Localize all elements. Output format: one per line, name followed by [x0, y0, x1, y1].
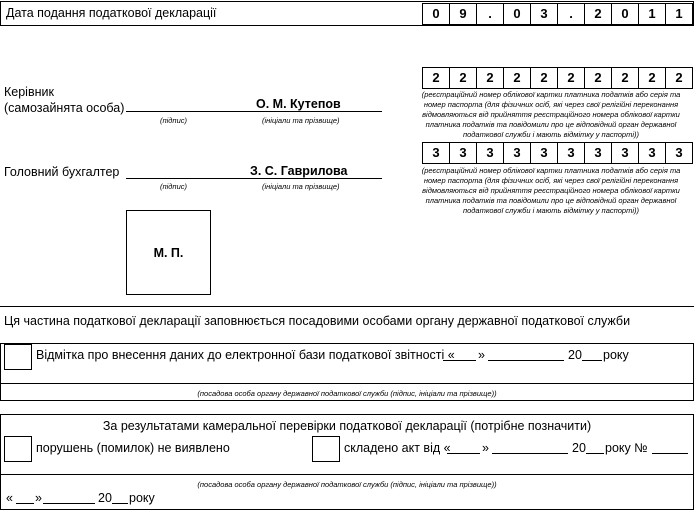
director-label	[4, 84, 124, 116]
act-year-blank[interactable]	[586, 453, 604, 454]
accountant-id-digit-cell[interactable]: 3	[584, 142, 612, 164]
audit-date-close: »	[35, 491, 42, 505]
electronic-mark-year-blank[interactable]	[582, 360, 602, 361]
director-id-digit-cell[interactable]: 2	[449, 67, 477, 89]
act-day-blank[interactable]	[447, 453, 480, 454]
director-id-digit-cell[interactable]: 2	[611, 67, 639, 89]
electronic-mark-checkbox[interactable]	[4, 344, 32, 370]
audit-date-month-blank[interactable]	[43, 503, 95, 504]
date-digit-cell[interactable]: 9	[449, 3, 477, 25]
electronic-mark-day-blank[interactable]	[443, 360, 476, 361]
act-prefix: складено акт від «	[344, 441, 451, 455]
submission-date-label: Дата подання податкової декларації	[6, 6, 217, 20]
accountant-id-digit-cell[interactable]: 3	[557, 142, 585, 164]
director-id-digit-cell[interactable]: 2	[530, 67, 558, 89]
date-digit-cell[interactable]: .	[476, 3, 504, 25]
act-number-blank[interactable]	[652, 453, 688, 454]
director-id-digit-cell[interactable]: 2	[557, 67, 585, 89]
no-violations-label: порушень (помилок) не виявлено	[36, 441, 230, 455]
act-q-close: »	[482, 441, 489, 455]
accountant-id-digit-cell[interactable]: 3	[422, 142, 450, 164]
director-id-digits[interactable]	[423, 67, 693, 89]
date-digit-cell[interactable]: 1	[665, 3, 693, 25]
audit-date-open: «	[6, 491, 13, 505]
director-label-line2: (самозайнята особа)	[4, 101, 125, 115]
audit-date-year-blank[interactable]	[112, 503, 128, 504]
act-year-prefix: 20	[572, 441, 586, 455]
accountant-id-digit-cell[interactable]: 3	[476, 142, 504, 164]
stamp-label: М. П.	[153, 246, 184, 260]
no-violations-checkbox[interactable]	[4, 436, 32, 462]
director-id-digit-cell[interactable]: 2	[422, 67, 450, 89]
accountant-id-digit-cell[interactable]: 3	[530, 142, 558, 164]
electronic-mark-month-blank[interactable]	[488, 360, 564, 361]
accountant-id-digit-cell[interactable]: 3	[449, 142, 477, 164]
date-digit-cell[interactable]: 0	[422, 3, 450, 25]
director-id-digit-cell[interactable]: 2	[503, 67, 531, 89]
accountant-id-digits[interactable]	[423, 142, 693, 164]
date-digit-cell[interactable]: 0	[611, 3, 639, 25]
accountant-signature-line[interactable]	[126, 178, 382, 179]
act-month-blank[interactable]	[492, 453, 568, 454]
audit-date-year-suffix: року	[129, 491, 155, 505]
accountant-sign-caption: (підпис)	[160, 182, 187, 191]
director-id-caption: (реєстраційний номер облікової картки платника податків або серія та номер паспорта (для фізичних осіб, які через свої релігійні переконання відмовляються від прийняття реєстраційного номера облікової картки платника податків та повідомили про це відповідний орган державної податкової служби і мають відмітку у паспорті))	[421, 90, 681, 139]
act-year-suffix: року №	[605, 441, 648, 455]
director-name-caption: (ініціали та прізвище)	[262, 116, 340, 125]
electronic-mark-q-close: »	[478, 348, 485, 362]
accountant-id-digit-cell[interactable]: 3	[638, 142, 666, 164]
accountant-id-digit-cell[interactable]: 3	[611, 142, 639, 164]
audit-date-year-prefix: 20	[98, 491, 112, 505]
audit-inner-line	[0, 474, 694, 475]
electronic-mark-year-suffix: року	[603, 348, 629, 362]
director-sign-caption: (підпис)	[160, 116, 187, 125]
accountant-id-digit-cell[interactable]: 3	[665, 142, 693, 164]
audit-caption: (посадова особа органу державної податкової служби (підпис, ініціали та прізвище))	[197, 480, 497, 489]
director-id-digit-cell[interactable]: 2	[638, 67, 666, 89]
accountant-label: Головний бухгалтер	[4, 165, 120, 179]
director-signature-line[interactable]	[126, 111, 382, 112]
section-divider-top	[0, 306, 694, 307]
director-name: О. М. Кутепов	[256, 97, 341, 111]
director-id-digit-cell[interactable]: 2	[665, 67, 693, 89]
date-digit-cell[interactable]: 3	[530, 3, 558, 25]
electronic-mark-text: Відмітка про внесення даних до електронної бази податкової звітності «	[36, 348, 455, 362]
tax-section-intro: Ця частина податкової декларації заповнюється посадовими особами органу державної податкової служби	[4, 314, 631, 328]
date-digit-cell[interactable]: 0	[503, 3, 531, 25]
audit-title: За результатами камеральної перевірки податкової декларації (потрібне позначити)	[102, 419, 592, 433]
date-digit-cell[interactable]: 1	[638, 3, 666, 25]
audit-date-day-blank[interactable]	[16, 503, 34, 504]
date-digit-cell[interactable]: 2	[584, 3, 612, 25]
accountant-id-caption: (реєстраційний номер облікової картки платника податків або серія та номер паспорта (для фізичних осіб, які через свої релігійні переконання відмовляються від прийняття реєстраційного номера облікової картки платника податків та повідомили про це відповідний орган державної податкової служби і мають відмітку у паспорті))	[421, 166, 681, 215]
electronic-mark-caption: (посадова особа органу державної податкової служби (підпис, ініціали та прізвище))	[197, 389, 497, 398]
accountant-id-digit-cell[interactable]: 3	[503, 142, 531, 164]
electronic-mark-inner-line	[0, 383, 694, 384]
director-id-digit-cell[interactable]: 2	[584, 67, 612, 89]
submission-date-digits[interactable]	[423, 3, 693, 25]
accountant-name-caption: (ініціали та прізвище)	[262, 182, 340, 191]
date-digit-cell[interactable]: .	[557, 3, 585, 25]
act-checkbox[interactable]	[312, 436, 340, 462]
electronic-mark-year-prefix: 20	[568, 348, 582, 362]
accountant-name: З. С. Гаврилова	[250, 164, 348, 178]
director-id-digit-cell[interactable]: 2	[476, 67, 504, 89]
director-label-line1: Керівник	[4, 85, 54, 99]
